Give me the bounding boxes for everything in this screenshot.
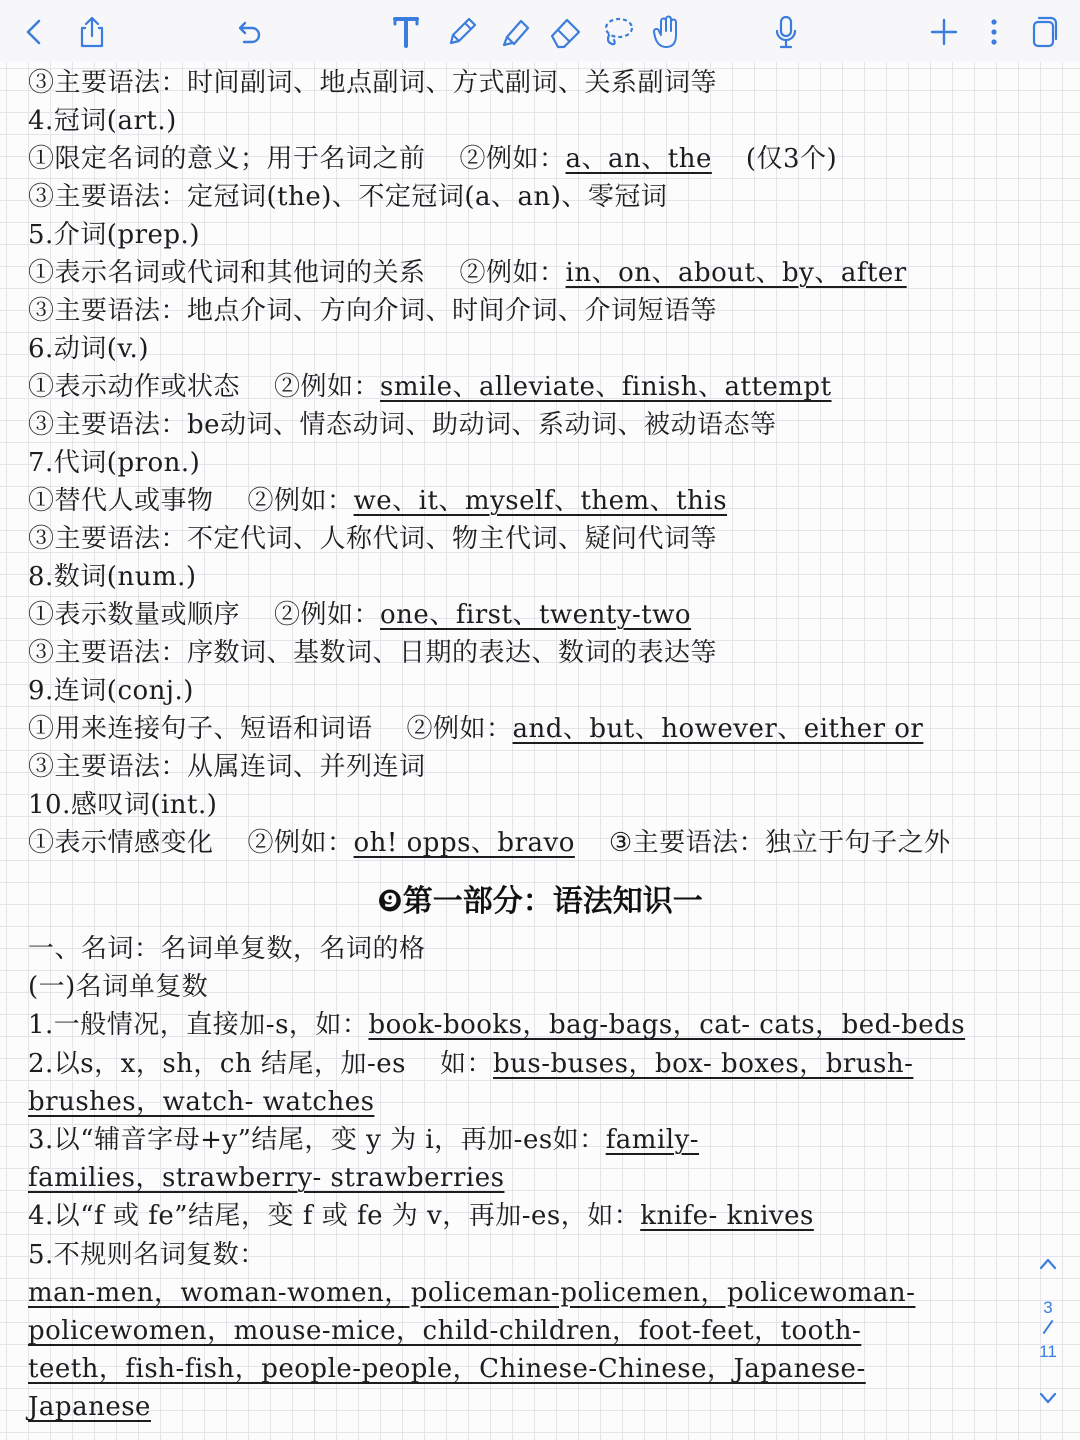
note-line	[28, 1121, 699, 1159]
note-line	[28, 968, 208, 1006]
note-text: ①用来连接句子、短语和词语	[28, 714, 373, 744]
note-text: 8.数词(num.)	[28, 562, 197, 592]
note-example: man-men，woman-women，policeman-policemen，policewoman-	[28, 1277, 916, 1308]
note-line	[28, 368, 832, 406]
note-example: smile、alleviate、finish、attempt	[380, 372, 832, 402]
note-text: ①表示动作或状态	[28, 372, 241, 402]
note-line	[28, 1388, 151, 1426]
note-example: family-	[605, 1125, 700, 1155]
note-line	[28, 482, 727, 520]
toolbar	[0, 0, 1080, 63]
microphone-icon[interactable]	[764, 10, 808, 54]
note-example-prefix: ②例如：	[406, 714, 513, 744]
note-line	[28, 444, 200, 482]
note-example: brushes，watch- watches	[28, 1086, 375, 1117]
note-text: 7.代词(pron.)	[28, 448, 201, 478]
pen-icon[interactable]	[440, 10, 484, 54]
note-line	[28, 292, 717, 330]
note-example-prefix: ②例如：	[247, 486, 354, 516]
note-text: 5.不规则名词复数：	[28, 1239, 266, 1270]
note-line	[28, 178, 667, 216]
note-example-prefix: ②例如：	[459, 144, 566, 174]
note-line	[28, 1350, 866, 1388]
note-text: ①表示数量或顺序	[28, 600, 241, 630]
current-page-number: 3	[1043, 1298, 1053, 1317]
section-heading: ❾第一部分：语法知识一	[377, 884, 703, 919]
plus-icon[interactable]	[922, 10, 966, 54]
note-text: 2.以s，x，sh，ch 结尾，加-es	[28, 1048, 406, 1079]
note-text: ③主要语法：be动词、情态动词、助动词、系动词、被动语态等	[28, 410, 777, 440]
note-example-prefix: ②例如：	[459, 258, 566, 288]
note-example: oh! opps、bravo	[353, 828, 575, 858]
hand-icon[interactable]	[646, 10, 690, 54]
note-example: and、but、however、either or	[512, 714, 924, 744]
note-example-prefix: 如：	[440, 1048, 494, 1079]
note-line	[28, 930, 426, 968]
note-text: ①表示情感变化	[28, 828, 214, 858]
note-text: ③主要语法：定冠词(the)、不定冠词(a、an)、零冠词	[28, 182, 668, 212]
note-example: a、an、the	[565, 144, 712, 174]
note-text: 6.动词(v.)	[28, 334, 149, 364]
note-text: ③主要语法：时间副词、地点副词、方式副词、关系副词等	[28, 68, 718, 98]
note-line	[28, 254, 907, 292]
total-pages-number: 11	[1039, 1342, 1057, 1361]
note-text: 3.以“辅音字母+y”结尾，变 y 为 i，再加-es如：	[28, 1125, 606, 1155]
note-example-prefix: ②例如：	[274, 372, 381, 402]
note-text: ③主要语法：序数词、基数词、日期的表达、数词的表达等	[28, 638, 718, 668]
note-line	[28, 786, 217, 824]
page-divider	[1043, 1320, 1054, 1334]
note-line	[28, 1083, 374, 1121]
note-line	[28, 1197, 814, 1235]
back-icon[interactable]	[12, 10, 56, 54]
note-line	[28, 216, 200, 254]
highlighter-icon[interactable]	[494, 10, 538, 54]
lasso-icon[interactable]	[596, 10, 640, 54]
chevron-up-icon[interactable]	[1036, 1252, 1060, 1276]
note-line	[28, 140, 837, 178]
note-text: 1.一般情况，直接加-s，如：	[28, 1010, 369, 1041]
note-suffix: ③主要语法：独立于句子之外	[608, 828, 951, 858]
page-navigator	[1026, 1252, 1070, 1422]
note-example: knife- knives	[640, 1201, 814, 1232]
note-line	[28, 748, 426, 786]
note-line	[28, 102, 177, 140]
note-text: 一、名词：名词单复数，名词的格	[28, 934, 426, 964]
pages-icon[interactable]	[1022, 10, 1066, 54]
note-line	[28, 64, 717, 102]
note-example: we、it、myself、them、this	[353, 486, 728, 516]
note-text: ③主要语法：地点介词、方向介词、时间介词、介词短语等	[28, 296, 718, 326]
note-example: teeth，fish-fish，people-people，Chinese-Chinese，Japanese-	[28, 1354, 866, 1385]
note-line	[28, 672, 194, 710]
note-example-prefix: ②例如：	[247, 828, 354, 858]
note-line	[28, 634, 717, 672]
undo-icon[interactable]	[226, 10, 270, 54]
note-example: one、first、twenty-two	[380, 600, 692, 630]
note-text: ③主要语法：不定代词、人称代词、物主代词、疑问代词等	[28, 524, 718, 554]
note-line	[28, 1045, 913, 1083]
note-line	[28, 1006, 965, 1044]
note-example: bus-buses，box- boxes，brush-	[493, 1048, 914, 1079]
note-example: policewomen，mouse-mice，child-children，foot-feet，tooth-	[28, 1316, 862, 1346]
note-line	[28, 1312, 861, 1350]
note-line	[28, 1236, 266, 1274]
note-text: (一)名词单复数	[28, 972, 209, 1003]
note-text: 4.冠词(art.)	[28, 106, 177, 136]
note-text: 5.介词(prep.)	[28, 220, 200, 250]
note-example: families，strawberry- strawberries	[28, 1163, 505, 1194]
note-line	[28, 824, 951, 862]
note-line	[28, 558, 197, 596]
note-example-prefix: ②例如：	[274, 600, 381, 630]
note-line	[28, 596, 691, 634]
chevron-down-icon[interactable]	[1036, 1386, 1060, 1410]
note-text: 10.感叹词(int.)	[28, 790, 218, 820]
note-text: ①替代人或事物	[28, 486, 214, 516]
note-text: ①限定名词的意义；用于名词之前	[28, 144, 426, 174]
note-text: ③主要语法：从属连词、并列连词	[28, 752, 426, 782]
note-line	[28, 330, 149, 368]
note-suffix: (仅3个)	[745, 144, 838, 174]
note-line	[28, 710, 923, 748]
share-icon[interactable]	[70, 10, 114, 54]
text-tool-icon[interactable]	[384, 10, 428, 54]
note-text: ①表示名词或代词和其他词的关系	[28, 258, 426, 288]
note-line	[28, 1274, 915, 1312]
note-line	[28, 406, 777, 444]
note-example: Japanese	[28, 1392, 151, 1423]
note-line	[28, 520, 717, 558]
note-text: 4.以“f 或 fe”结尾，变 f 或 fe 为 v，再加-es，如：	[28, 1201, 641, 1232]
note-line	[28, 1159, 504, 1197]
note-example: in、on、about、by、after	[565, 258, 907, 288]
note-page[interactable]	[0, 62, 1080, 1440]
eraser-icon[interactable]	[544, 10, 588, 54]
note-example: book-books，bag-bags，cat- cats，bed-beds	[368, 1010, 966, 1041]
more-icon[interactable]	[972, 10, 1016, 54]
note-text: 9.连词(conj.)	[28, 676, 194, 706]
